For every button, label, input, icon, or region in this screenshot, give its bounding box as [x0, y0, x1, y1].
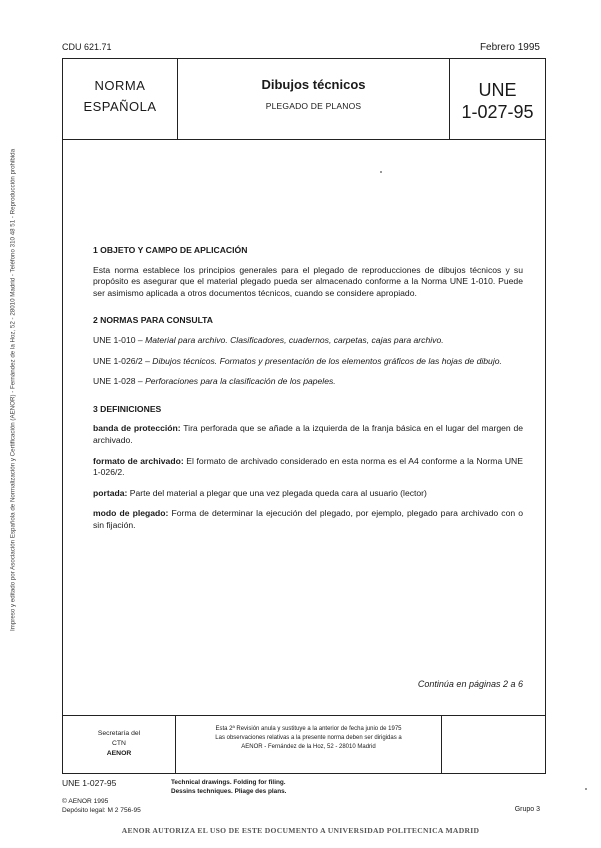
- section-1-text: Esta norma establece los principios generales para el plegado de reproducciones de dibujos técnicos y su propósito es asegurar que el material plegado pueda ser almacenado conforme a la Norma UNE 1-010. Puede ser asimismo aplicada a otros documentos técnicos, cuando se considere apropiado.: [93, 264, 523, 298]
- side-imprint: [6, 80, 20, 700]
- cdu-code: CDU 621.71: [62, 42, 112, 52]
- revision-note-line-2: Las observaciones relativas a la presente norma deben ser dirigidas a: [215, 735, 402, 741]
- definition-1-term: banda de protección:: [93, 423, 181, 434]
- section-1: [93, 245, 523, 299]
- secretariat-line-1: Secretaría del: [97, 730, 141, 737]
- side-imprint-text: Impreso y editado por Asociación Española de Normalización y Certificación (AENOR) - Fernández de la Hoz, 52 - 28010 Madrid - Teléfono 310 48 51 - Reproducción prohibida: [9, 148, 17, 632]
- document-subtitle: PLEGADO DE PLANOS: [265, 101, 362, 111]
- reference-2-title: Dibujos técnicos. Formatos y presentación de los elementos gráficos de las hojas de dibujo.: [152, 355, 502, 366]
- definition-2-text: El formato de archivado considerado en esta norma es el A4 conforme a la Norma UNE 1-026/2.: [93, 455, 523, 478]
- speck-mark: [585, 788, 587, 790]
- norma-label: NORMA: [94, 78, 146, 93]
- title-cell: [178, 59, 450, 139]
- speck-mark: [380, 171, 382, 173]
- footer-table: [63, 715, 545, 774]
- bottom-standard-code: UNE 1-027-95: [62, 778, 117, 788]
- reference-3-code: UNE 1-028 –: [93, 376, 146, 387]
- section-3-heading: 3 DEFINICIONES: [93, 403, 162, 414]
- definition-2: [93, 456, 523, 479]
- une-label: UNE: [478, 80, 517, 100]
- header-table: [63, 59, 545, 140]
- definition-1-text: Tira perforada que se añade a la izquierda de la franja básica en el lugar del margen de archivado.: [93, 423, 524, 445]
- legal-info: [62, 797, 141, 815]
- reference-2: [93, 356, 523, 368]
- norma-espanola-cell: [63, 59, 178, 139]
- definition-2-term: formato de archivado:: [93, 455, 184, 466]
- section-1-heading: 1 OBJETO Y CAMPO DE APLICACIÓN: [93, 245, 248, 255]
- revision-note-line-3: AENOR - Fernández de la Hoz, 52 - 28010 Madrid: [241, 744, 376, 750]
- definition-3-term: portada:: [93, 487, 128, 498]
- document-frame: [62, 58, 546, 774]
- english-title: Technical drawings. Folding for filing.: [171, 779, 286, 786]
- secretariat-line-3: AENOR: [106, 750, 132, 757]
- reference-3: [93, 376, 523, 388]
- reference-1-code: UNE 1-010 –: [93, 334, 146, 345]
- secretariat-cell: [63, 716, 176, 774]
- revision-note-line-1: Esta 2ª Revisión anula y sustituye a la anterior de fecha junio de 1975: [215, 726, 402, 732]
- definition-3-text: Parte del material a plegar que una vez plegada queda cara al usuario (lector): [127, 487, 427, 498]
- definition-4-text: Forma de determinar la ejecución del plegado, por ejemplo, plegado para archivado con o sin fijación.: [93, 508, 524, 530]
- definition-4-term: modo de plegado:: [93, 508, 169, 519]
- definition-3: [93, 488, 523, 500]
- publication-date: Febrero 1995: [479, 42, 540, 53]
- standard-number: 1-027-95: [461, 102, 534, 122]
- revision-note-cell: [176, 716, 442, 774]
- continuation-note: Continúa en páginas 2 a 6: [417, 679, 523, 689]
- espanola-label: ESPAÑOLA: [83, 99, 157, 114]
- license-disclaimer: AENOR AUTORIZA EL USO DE ESTE DOCUMENTO A UNIVERSIDAD POLITECNICA MADRID: [121, 826, 480, 835]
- translated-titles: [171, 778, 286, 796]
- document-body: [93, 245, 523, 548]
- standard-number-cell: [450, 59, 545, 139]
- section-2: [93, 315, 523, 387]
- definition-4: [93, 508, 523, 531]
- section-3: [93, 404, 523, 532]
- reference-1-title: Material para archivo. Clasificadores, cuadernos, carpetas, cajas para archivo.: [145, 334, 444, 345]
- reference-1: [93, 335, 523, 347]
- document-title: Dibujos técnicos: [261, 77, 366, 92]
- definition-1: [93, 423, 523, 446]
- reference-3-title: Perforaciones para la clasificación de los papeles.: [145, 376, 336, 387]
- secretariat-line-2: CTN: [112, 740, 126, 747]
- french-title: Dessins techniques. Pliage des plans.: [171, 788, 287, 795]
- deposito-legal: Depósito legal: M 2 756-95: [62, 807, 141, 814]
- copyright: © AENOR 1995: [62, 798, 109, 805]
- section-2-heading: 2 NORMAS PARA CONSULTA: [93, 315, 213, 326]
- grupo-label: Grupo 3: [514, 806, 540, 813]
- reference-2-code: UNE 1-026/2 –: [93, 355, 153, 366]
